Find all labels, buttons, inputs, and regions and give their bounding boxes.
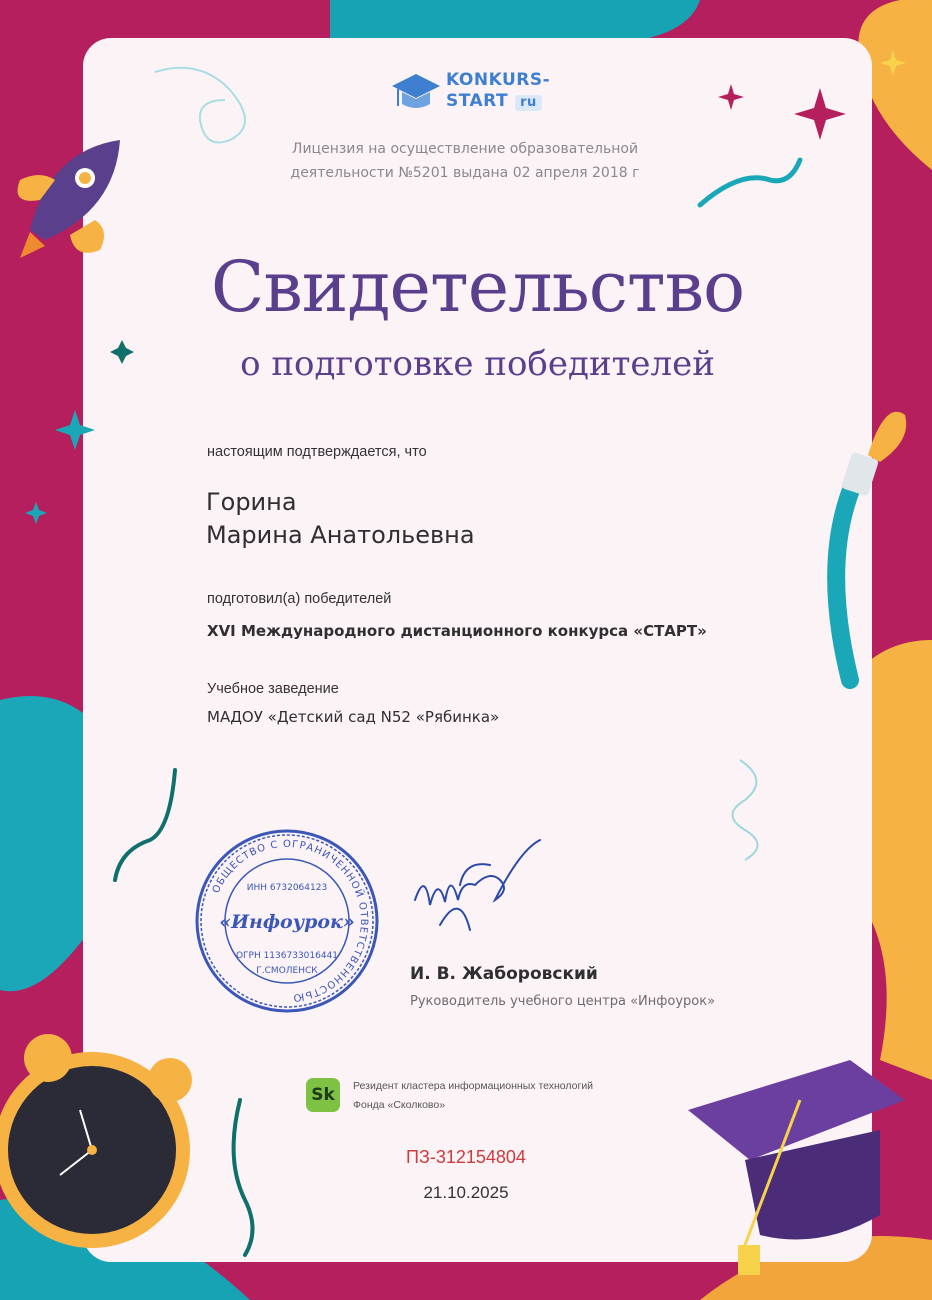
signer-role: Руководитель учебного центра «Инфоурок»: [410, 994, 716, 1009]
institution-name: МАДОУ «Детский сад N52 «Рябинка»: [207, 708, 500, 726]
recipient-name: [206, 486, 475, 552]
paintbrush-icon: [836, 412, 906, 680]
confirm-text: настоящим подтверждается, что: [207, 444, 427, 460]
organization-stamp: [194, 828, 380, 1014]
stamp-city: Г.СМОЛЕНСК: [256, 966, 318, 976]
graduation-cap-logo-icon: [390, 70, 442, 116]
signer-name: И. В. Жаборовский: [410, 964, 598, 984]
stamp-ogrn: ОГРН 1136733016441: [235, 951, 339, 961]
handwritten-signature: [400, 830, 550, 950]
skolkovo-line2: Фонда «Сколково»: [353, 1099, 446, 1111]
stamp-ring-text: ОБЩЕСТВО С ОГРАНИЧЕННОЙ ОТВЕТСТВЕННОСТЬЮ: [210, 838, 370, 1003]
certificate-code: ПЗ-312154804: [406, 1147, 526, 1167]
brand-logo: [446, 70, 550, 112]
stamp-inn: ИНН 6732064123: [246, 883, 328, 893]
skolkovo-text: [353, 1077, 593, 1115]
license-line2: деятельности №5201 выдана 02 апреля 2018 г: [290, 165, 640, 181]
license-line1: Лицензия на осуществление образовательной: [291, 141, 639, 157]
brand-line1: KONKURS-: [446, 70, 551, 90]
brand-suffix: ru: [515, 95, 542, 111]
license-text: [240, 137, 690, 185]
certificate-subtitle: о подготовке победителей: [240, 344, 715, 384]
recipient-given-names: Марина Анатольевна: [206, 521, 475, 549]
contest-name: XVI Международного дистанционного конкурса «СТАРТ»: [207, 622, 707, 640]
stamp-center: «Инфоурок»: [219, 911, 355, 933]
skolkovo-line1: Резидент кластера информационных технологий: [353, 1080, 594, 1092]
certificate-title: Свидетельство: [210, 246, 745, 328]
recipient-surname: Горина: [206, 488, 297, 516]
alarm-clock-icon: [0, 1034, 192, 1248]
prepared-label: подготовил(а) победителей: [207, 591, 392, 607]
institution-label: Учебное заведение: [207, 681, 339, 697]
skolkovo-badge: Sk: [306, 1078, 340, 1112]
mortarboard-icon: [688, 1060, 905, 1275]
brand-line2: START: [446, 91, 509, 111]
issue-date: 21.10.2025: [423, 1183, 509, 1202]
